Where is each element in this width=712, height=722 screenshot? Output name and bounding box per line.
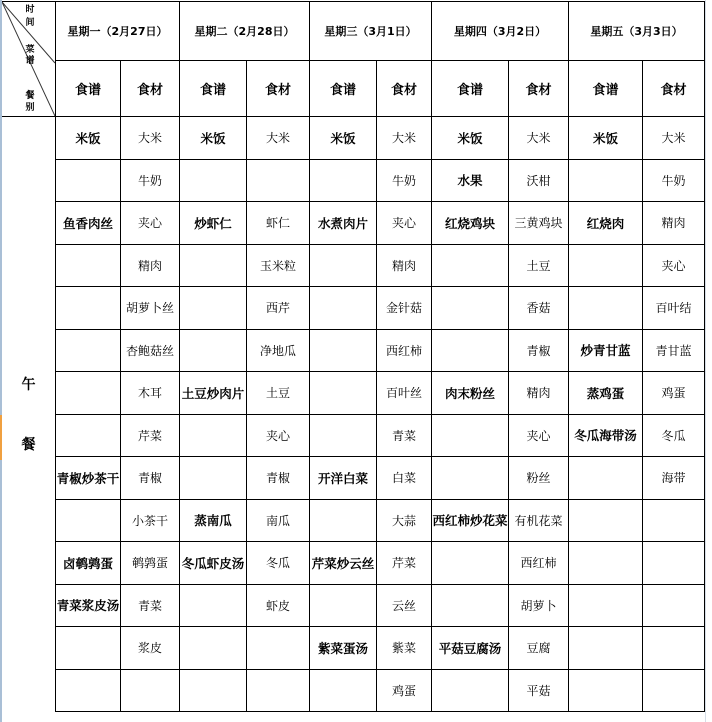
menu-row <box>2 627 705 670</box>
recipe-header: 食谱 <box>180 60 247 117</box>
ingredient-cell <box>643 499 705 542</box>
recipe-cell <box>310 499 377 542</box>
recipe-cell <box>310 287 377 330</box>
ingredient-cell: 大米 <box>377 117 432 160</box>
corner-meal-char-2: 别 <box>25 103 35 113</box>
recipe-cell <box>569 584 643 627</box>
ingredient-cell <box>247 627 310 670</box>
recipe-cell: 米饭 <box>310 117 377 160</box>
recipe-cell <box>56 414 121 457</box>
ingredient-cell: 鸡蛋 <box>643 372 705 415</box>
ingredient-cell <box>121 669 180 712</box>
recipe-cell <box>310 159 377 202</box>
day-header-thu: 星期四（3月2日） <box>432 2 569 61</box>
recipe-cell: 炒虾仁 <box>180 202 247 245</box>
recipe-cell: 开洋白菜 <box>310 457 377 500</box>
meal-type-lunch-cell <box>2 117 56 712</box>
recipe-cell <box>56 372 121 415</box>
recipe-cell: 肉末粉丝 <box>432 372 509 415</box>
ingredient-cell: 云丝 <box>377 584 432 627</box>
recipe-cell: 冬瓜海带汤 <box>569 414 643 457</box>
recipe-cell <box>56 329 121 372</box>
ingredient-cell <box>643 542 705 585</box>
recipe-cell <box>180 584 247 627</box>
ingredient-cell: 浆皮 <box>121 627 180 670</box>
ingredient-cell: 豆腐 <box>509 627 569 670</box>
ingredient-cell: 有机花菜 <box>509 499 569 542</box>
recipe-cell <box>432 414 509 457</box>
recipe-cell: 红烧肉 <box>569 202 643 245</box>
recipe-cell: 青椒炒茶干 <box>56 457 121 500</box>
recipe-cell <box>569 457 643 500</box>
meal-char-1: 午 <box>21 377 36 394</box>
ingredient-cell: 杏鲍菇丝 <box>121 329 180 372</box>
recipe-cell: 青菜浆皮汤 <box>56 584 121 627</box>
recipe-cell <box>310 329 377 372</box>
recipe-cell <box>310 669 377 712</box>
recipe-cell: 米饭 <box>56 117 121 160</box>
ingredient-cell: 金针菇 <box>377 287 432 330</box>
ingredient-cell: 百叶丝 <box>377 372 432 415</box>
recipe-header: 食谱 <box>56 60 121 117</box>
recipe-cell: 鱼香肉丝 <box>56 202 121 245</box>
ingredient-cell: 精肉 <box>643 202 705 245</box>
recipe-cell: 水煮肉片 <box>310 202 377 245</box>
recipe-cell <box>180 414 247 457</box>
ingredient-cell <box>247 669 310 712</box>
ingredient-cell: 虾仁 <box>247 202 310 245</box>
recipe-cell <box>310 414 377 457</box>
meal-char-2: 餐 <box>21 437 36 454</box>
right-window-edge <box>705 0 712 722</box>
day-header-row <box>2 2 705 61</box>
ingredient-cell: 大米 <box>643 117 705 160</box>
menu-row <box>2 457 705 500</box>
ingredient-cell: 紫菜 <box>377 627 432 670</box>
day-header-fri: 星期五（3月3日） <box>569 2 705 61</box>
recipe-cell <box>180 244 247 287</box>
recipe-cell <box>180 669 247 712</box>
recipe-cell: 紫菜蛋汤 <box>310 627 377 670</box>
ingredient-header: 食材 <box>247 60 310 117</box>
ingredient-cell: 沃柑 <box>509 159 569 202</box>
ingredient-cell: 大蒜 <box>377 499 432 542</box>
recipe-cell <box>569 669 643 712</box>
ingredient-cell: 净地瓜 <box>247 329 310 372</box>
ingredient-cell: 三黄鸡块 <box>509 202 569 245</box>
recipe-cell <box>569 159 643 202</box>
ingredient-cell: 土豆 <box>247 372 310 415</box>
recipe-cell <box>569 627 643 670</box>
recipe-cell: 红烧鸡块 <box>432 202 509 245</box>
recipe-cell <box>432 244 509 287</box>
menu-row <box>2 329 705 372</box>
menu-row <box>2 584 705 627</box>
day-header-wed: 星期三（3月1日） <box>310 2 432 61</box>
recipe-cell <box>56 159 121 202</box>
corner-meal-char-1: 餐 <box>25 91 35 101</box>
ingredient-cell: 木耳 <box>121 372 180 415</box>
ingredient-cell: 青椒 <box>121 457 180 500</box>
recipe-cell <box>569 244 643 287</box>
ingredient-cell: 青甘蓝 <box>643 329 705 372</box>
corner-time-char-2: 间 <box>25 18 35 28</box>
ingredient-cell: 大米 <box>247 117 310 160</box>
menu-row <box>2 117 705 160</box>
recipe-cell: 蒸鸡蛋 <box>569 372 643 415</box>
ingredient-cell: 胡萝卜 <box>509 584 569 627</box>
ingredient-cell: 大米 <box>509 117 569 160</box>
recipe-cell <box>432 329 509 372</box>
ingredient-cell: 玉米粒 <box>247 244 310 287</box>
ingredient-cell: 百叶结 <box>643 287 705 330</box>
recipe-cell <box>569 287 643 330</box>
ingredient-cell <box>643 584 705 627</box>
ingredient-cell: 鹌鹑蛋 <box>121 542 180 585</box>
recipe-cell <box>432 287 509 330</box>
ingredient-cell: 精肉 <box>509 372 569 415</box>
recipe-cell <box>180 329 247 372</box>
ingredient-header: 食材 <box>643 60 705 117</box>
ingredient-cell: 夹心 <box>509 414 569 457</box>
menu-row <box>2 414 705 457</box>
column-header-row <box>2 60 705 117</box>
weekly-lunch-menu-table <box>2 1 705 712</box>
ingredient-cell: 大米 <box>121 117 180 160</box>
recipe-cell <box>56 287 121 330</box>
recipe-cell <box>56 627 121 670</box>
recipe-header: 食谱 <box>569 60 643 117</box>
recipe-cell <box>310 372 377 415</box>
ingredient-cell: 粉丝 <box>509 457 569 500</box>
recipe-cell: 炒青甘蓝 <box>569 329 643 372</box>
ingredient-cell: 冬瓜 <box>643 414 705 457</box>
ingredient-cell: 夹心 <box>643 244 705 287</box>
corner-menu-char-1: 菜 <box>25 45 35 55</box>
recipe-cell: 水果 <box>432 159 509 202</box>
ingredient-cell: 芹菜 <box>377 542 432 585</box>
recipe-cell <box>56 669 121 712</box>
recipe-cell <box>310 584 377 627</box>
recipe-cell <box>569 542 643 585</box>
recipe-cell: 平菇豆腐汤 <box>432 627 509 670</box>
ingredient-cell: 牛奶 <box>121 159 180 202</box>
recipe-cell: 冬瓜虾皮汤 <box>180 542 247 585</box>
recipe-header: 食谱 <box>310 60 377 117</box>
menu-row <box>2 244 705 287</box>
recipe-cell <box>56 244 121 287</box>
ingredient-cell: 青椒 <box>247 457 310 500</box>
recipe-cell: 卤鹌鹑蛋 <box>56 542 121 585</box>
ingredient-cell: 鸡蛋 <box>377 669 432 712</box>
ingredient-cell: 冬瓜 <box>247 542 310 585</box>
menu-row <box>2 372 705 415</box>
ingredient-header: 食材 <box>509 60 569 117</box>
ingredient-cell: 青菜 <box>121 584 180 627</box>
recipe-cell <box>180 287 247 330</box>
ingredient-cell: 精肉 <box>377 244 432 287</box>
ingredient-cell: 虾皮 <box>247 584 310 627</box>
ingredient-cell <box>247 159 310 202</box>
recipe-cell: 米饭 <box>432 117 509 160</box>
recipe-cell <box>432 542 509 585</box>
day-header-tue: 星期二（2月28日） <box>180 2 310 61</box>
recipe-cell <box>180 457 247 500</box>
ingredient-cell: 青椒 <box>509 329 569 372</box>
ingredient-cell <box>643 627 705 670</box>
ingredient-cell: 平菇 <box>509 669 569 712</box>
ingredient-cell: 牛奶 <box>377 159 432 202</box>
recipe-cell <box>432 584 509 627</box>
recipe-cell: 蒸南瓜 <box>180 499 247 542</box>
recipe-cell: 土豆炒肉片 <box>180 372 247 415</box>
recipe-cell <box>432 669 509 712</box>
corner-menu-char-2: 谱 <box>25 56 35 66</box>
ingredient-cell: 夹心 <box>377 202 432 245</box>
menu-row <box>2 202 705 245</box>
corner-header-cell <box>2 2 56 117</box>
ingredient-cell: 夹心 <box>121 202 180 245</box>
recipe-cell <box>180 159 247 202</box>
menu-row <box>2 159 705 202</box>
ingredient-cell: 海带 <box>643 457 705 500</box>
corner-time-char-1: 时 <box>25 5 35 15</box>
recipe-cell: 米饭 <box>180 117 247 160</box>
recipe-cell: 米饭 <box>569 117 643 160</box>
ingredient-cell: 南瓜 <box>247 499 310 542</box>
ingredient-cell: 青菜 <box>377 414 432 457</box>
ingredient-cell: 西红柿 <box>377 329 432 372</box>
recipe-cell <box>310 244 377 287</box>
ingredient-cell: 夹心 <box>247 414 310 457</box>
day-header-mon: 星期一（2月27日） <box>56 2 180 61</box>
ingredient-cell: 香菇 <box>509 287 569 330</box>
menu-row <box>2 287 705 330</box>
ingredient-cell: 土豆 <box>509 244 569 287</box>
ingredient-cell: 胡萝卜丝 <box>121 287 180 330</box>
recipe-cell: 西红柿炒花菜 <box>432 499 509 542</box>
ingredient-cell <box>643 669 705 712</box>
ingredient-cell: 精肉 <box>121 244 180 287</box>
ingredient-header: 食材 <box>121 60 180 117</box>
ingredient-cell: 白菜 <box>377 457 432 500</box>
ingredient-cell: 小茶干 <box>121 499 180 542</box>
ingredient-cell: 西红柿 <box>509 542 569 585</box>
recipe-cell <box>569 499 643 542</box>
ingredient-cell: 芹菜 <box>121 414 180 457</box>
recipe-cell <box>180 627 247 670</box>
ingredient-header: 食材 <box>377 60 432 117</box>
recipe-cell <box>56 499 121 542</box>
menu-row <box>2 542 705 585</box>
recipe-cell <box>432 457 509 500</box>
menu-row <box>2 669 705 712</box>
recipe-header: 食谱 <box>432 60 509 117</box>
ingredient-cell: 牛奶 <box>643 159 705 202</box>
recipe-cell: 芹菜炒云丝 <box>310 542 377 585</box>
ingredient-cell: 西芹 <box>247 287 310 330</box>
menu-row <box>2 499 705 542</box>
